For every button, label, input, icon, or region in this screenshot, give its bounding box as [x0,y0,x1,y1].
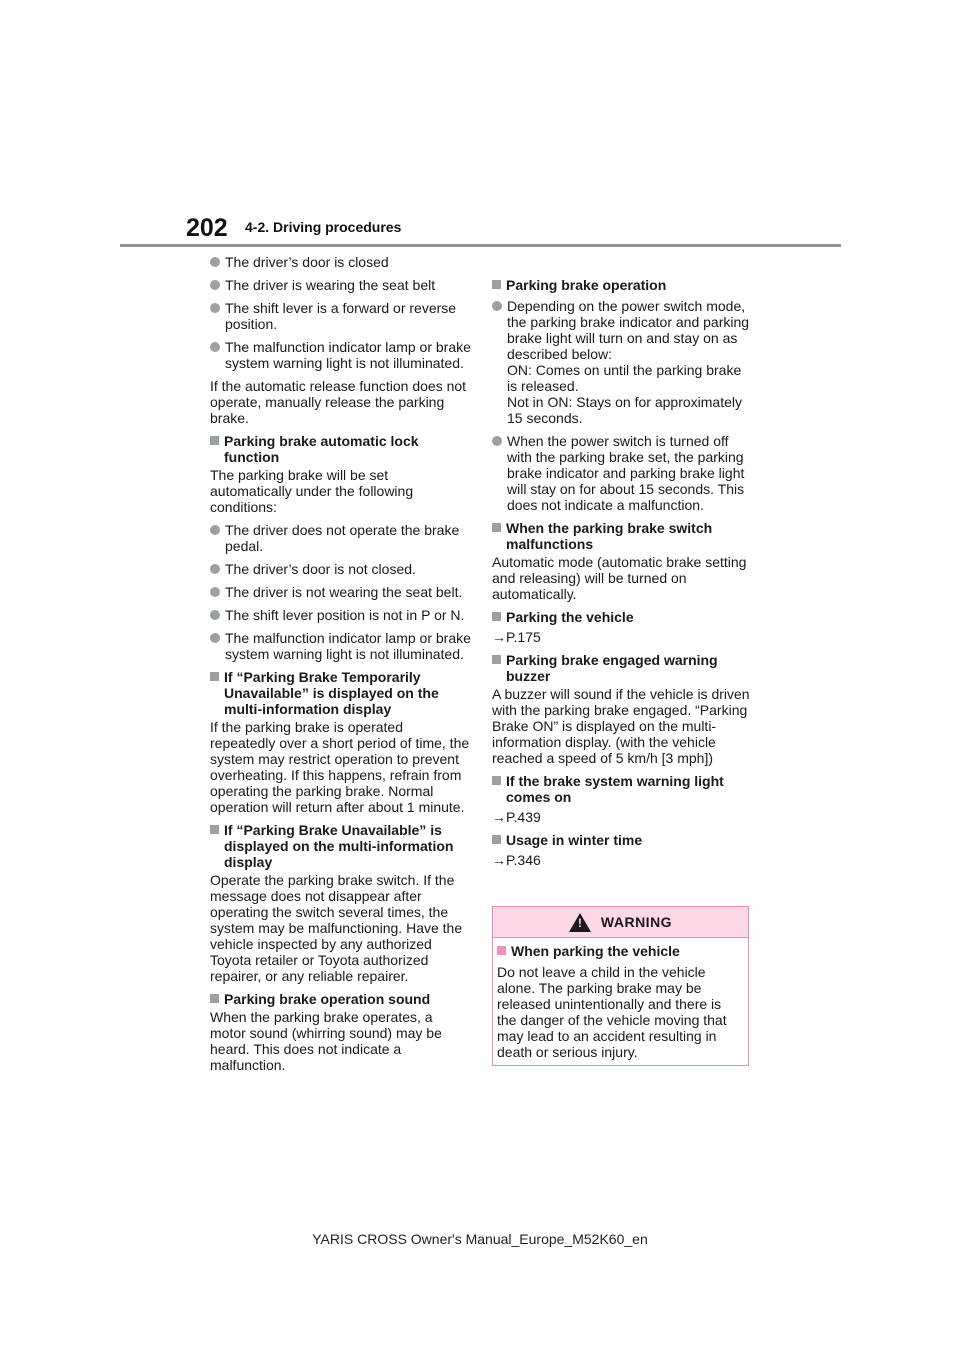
warning-title: WARNING [600,914,673,930]
unavailable-paragraph: Operate the parking brake switch. If the message does not disappear after operating the switch several times, the system may be malfunctioning. Have the vehicle inspected by any authorized Toyota retailer or Toyota authorized repairer, or any reliable repairer. [210,872,463,984]
header-rule [120,244,841,247]
list-item: The driver is not wearing the seat belt. [210,584,472,600]
list-item: The driver is wearing the seat belt [210,277,472,293]
release-paragraph: If the automatic release function does not operate, manually release the parking brake. [210,378,467,426]
heading-unavailable: If “Parking Brake Unavailable” is displayed on the multi-information display [210,822,472,870]
heading-warning-buzzer: Parking brake engaged warning buzzer [492,652,752,684]
list-item: The malfunction indicator lamp or brake system warning light is not illuminated. [210,339,472,371]
list-item: The driver’s door is not closed. [210,561,472,577]
warning-buzzer-paragraph: A buzzer will sound if the vehicle is driven with the parking brake engaged. “Parking Brake ON” is displayed on the multi-information display. (with the vehicle reached a speed of 5 km/h [3 mph]) [492,686,750,766]
heading-operation-sound: Parking brake operation sound [210,991,472,1007]
page-number: 202 [186,214,228,242]
warning-header [493,907,748,938]
left-column [210,254,472,1080]
right-column [492,254,752,875]
warning-heading: When parking the vehicle [497,943,743,959]
list-item: The shift lever is a forward or reverse position. [210,300,472,332]
heading-parking-vehicle: Parking the vehicle [492,609,752,625]
operation-not-on: Not in ON: Stays on for approximately 15 seconds. [507,394,742,426]
heading-temporarily-unavailable: If “Parking Brake Temporarily Unavailable” is displayed on the multi-information display [210,669,472,717]
operation-description: Depending on the power switch mode, the parking brake indicator and parking brake light will turn on and stay on as described below: [507,298,750,362]
temporarily-unavailable-paragraph: If the parking brake is operated repeatedly over a short period of time, the system may restrict operation to prevent overheating. If this happens, refrain from operating the parking brake. Normal operation will return after about 1 minute. [210,719,470,815]
auto-lock-paragraph: The parking brake will be set automatically under the following conditions: [210,467,414,515]
list-item: The driver does not operate the brake pedal. [210,522,472,554]
warning-body [493,938,748,1060]
list-item: The driver’s door is closed [210,254,472,270]
heading-switch-malfunction: When the parking brake switch malfunctions [492,520,752,552]
footer: YARIS CROSS Owner's Manual_Europe_M52K60_en [312,1231,648,1247]
operation-sound-paragraph: When the parking brake operates, a motor sound (whirring sound) may be heard. This does not indicate a malfunction. [210,1009,442,1073]
list-item: The shift lever position is not in P or N. [210,607,472,623]
list-item: The malfunction indicator lamp or brake system warning light is not illuminated. [210,630,472,662]
page-reference: →P.346 [492,852,541,868]
page-reference: →P.175 [492,629,541,645]
section-title: 4-2. Driving procedures [245,219,402,235]
warning-box [492,906,749,1066]
heading-parking-brake-operation: Parking brake operation [492,277,752,293]
switch-malfunction-paragraph: Automatic mode (automatic brake setting and releasing) will be turned on automatically. [492,554,747,602]
list-item [492,298,752,426]
heading-warning-light: If the brake system warning light comes on [492,773,752,805]
page-reference: →P.439 [492,809,541,825]
list-item: When the power switch is turned off with the parking brake set, the parking brake indicator and parking brake light will stay on for about 15 seconds. This does not indicate a malfunction. [492,433,752,513]
warning-text: Do not leave a child in the vehicle alone. The parking brake may be released unintentionally and there is the danger of the vehicle moving that may lead to an accident resulting in death or serious injury. [497,964,727,1060]
operation-on: ON: Comes on until the parking brake is released. [507,362,742,394]
warning-triangle-icon: ! [569,913,591,932]
heading-winter: Usage in winter time [492,832,752,848]
heading-auto-lock: Parking brake automatic lock function [210,433,472,465]
